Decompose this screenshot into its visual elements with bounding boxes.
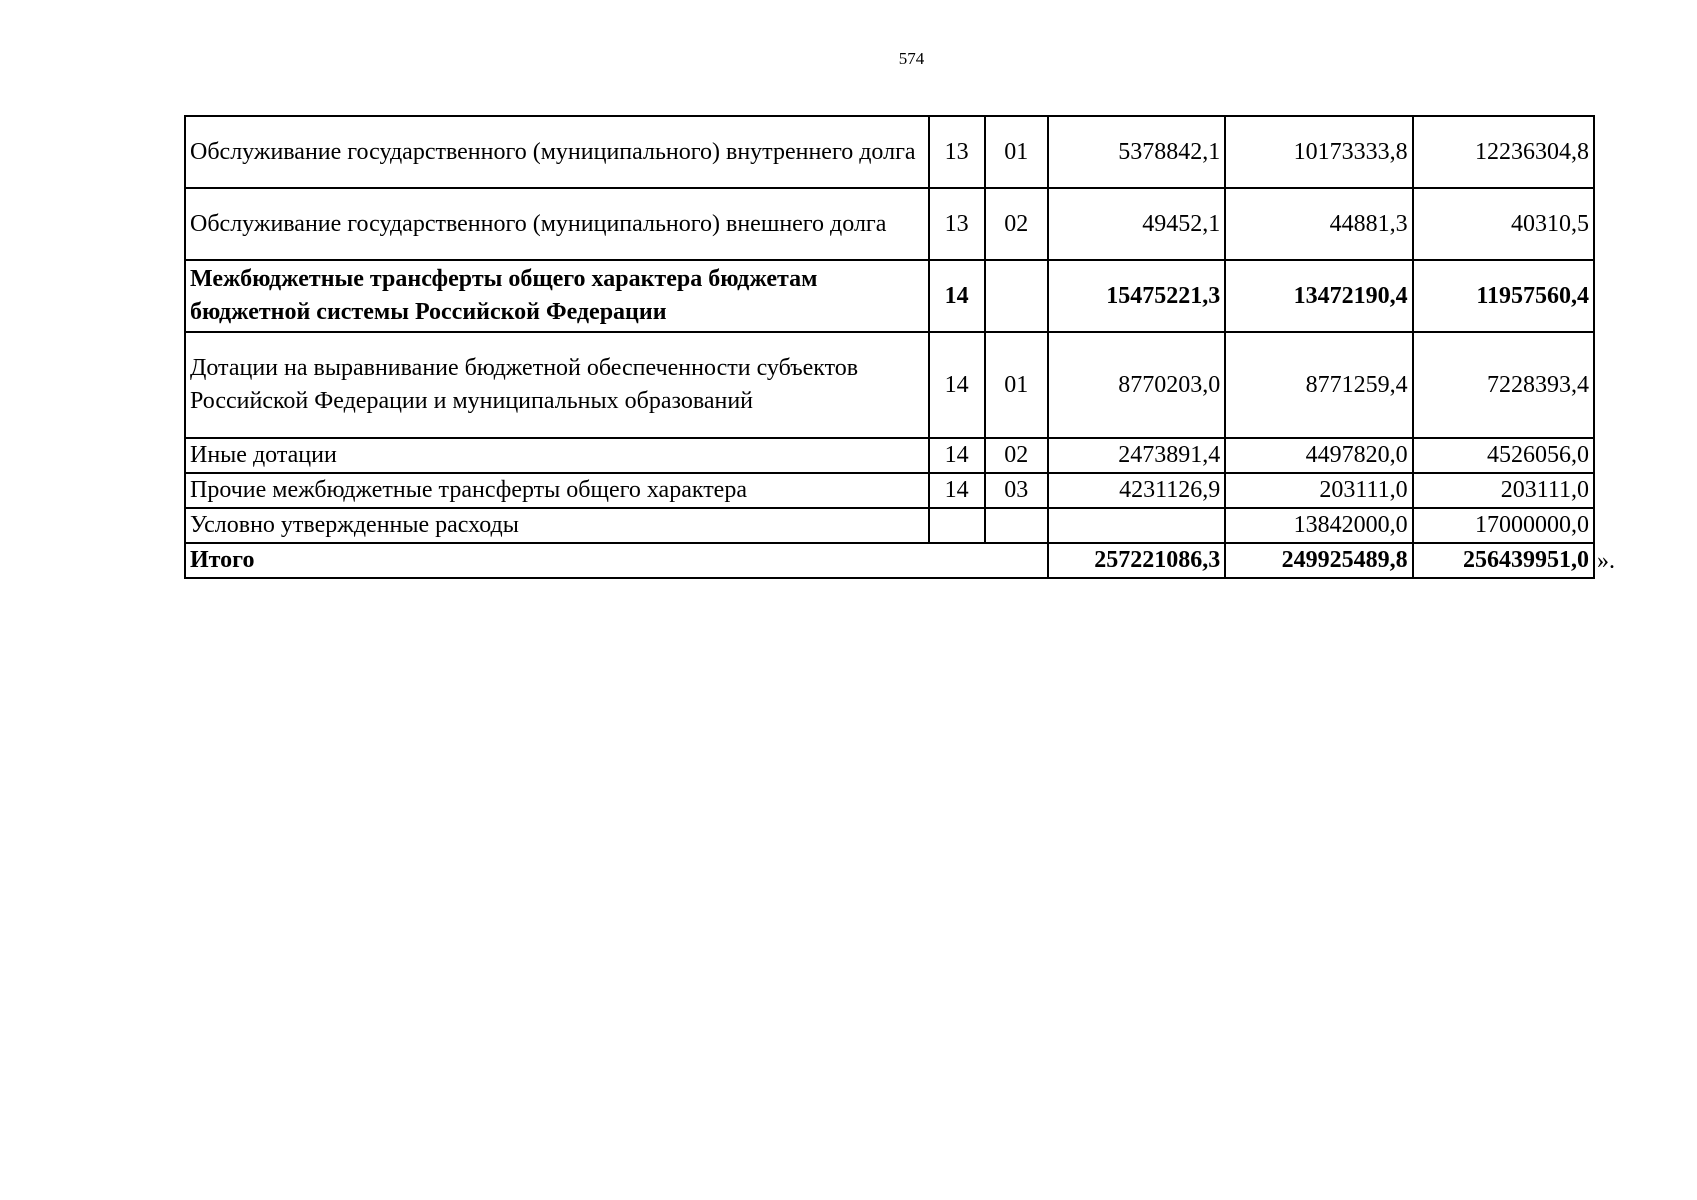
table-row [185,332,1594,438]
closing-quote-mark: ». [1597,548,1615,574]
row-section-code [929,508,985,543]
total-value-1: 257221086,3 [1048,543,1225,578]
row-value-2: 44881,3 [1225,188,1412,260]
row-value-1 [1048,508,1225,543]
row-subsection-code: 01 [985,116,1048,188]
table-row [185,116,1594,188]
row-value-3: 17000000,0 [1413,508,1594,543]
table-row [185,473,1594,508]
total-value-2: 249925489,8 [1225,543,1412,578]
row-value-1: 8770203,0 [1048,332,1225,438]
row-value-3: 40310,5 [1413,188,1594,260]
table-row [185,438,1594,473]
row-value-3: 203111,0 [1413,473,1594,508]
row-value-2: 203111,0 [1225,473,1412,508]
row-section-code: 13 [929,188,985,260]
row-value-3: 7228393,4 [1413,332,1594,438]
total-value-3: 256439951,0 [1413,543,1594,578]
row-value-3: 11957560,4 [1413,260,1594,332]
row-value-1: 5378842,1 [1048,116,1225,188]
row-subsection-code: 02 [985,438,1048,473]
row-value-2: 13472190,4 [1225,260,1412,332]
row-subsection-code: 02 [985,188,1048,260]
row-name: Условно утвержденные расходы [185,508,929,543]
row-name: Обслуживание государственного (муниципального) внутреннего долга [185,116,929,188]
row-value-3: 4526056,0 [1413,438,1594,473]
row-name: Прочие межбюджетные трансферты общего характера [185,473,929,508]
row-name: Иные дотации [185,438,929,473]
row-name: Обслуживание государственного (муниципального) внешнего долга [185,188,929,260]
row-name: Межбюджетные трансферты общего характера бюджетам бюджетной системы Российской Федерации [185,260,929,332]
page-number: 574 [898,49,925,68]
table-row [185,188,1594,260]
row-value-1: 4231126,9 [1048,473,1225,508]
row-subsection-code: 03 [985,473,1048,508]
row-section-code: 13 [929,116,985,188]
row-value-1: 49452,1 [1048,188,1225,260]
row-subsection-code [985,260,1048,332]
total-label: Итого [185,543,1048,578]
row-value-2: 10173333,8 [1225,116,1412,188]
row-value-1: 2473891,4 [1048,438,1225,473]
row-subsection-code: 01 [985,332,1048,438]
row-section-code: 14 [929,438,985,473]
row-name: Дотации на выравнивание бюджетной обеспеченности субъектов Российской Федерации и муниципальных образований [185,332,929,438]
total-row [185,543,1594,578]
table-row [185,508,1594,543]
row-section-code: 14 [929,260,985,332]
row-value-3: 12236304,8 [1413,116,1594,188]
row-value-1: 15475221,3 [1048,260,1225,332]
budget-table [184,115,1595,579]
row-value-2: 13842000,0 [1225,508,1412,543]
row-section-code: 14 [929,332,985,438]
row-section-code: 14 [929,473,985,508]
row-value-2: 4497820,0 [1225,438,1412,473]
row-value-2: 8771259,4 [1225,332,1412,438]
table-row [185,260,1594,332]
row-subsection-code [985,508,1048,543]
